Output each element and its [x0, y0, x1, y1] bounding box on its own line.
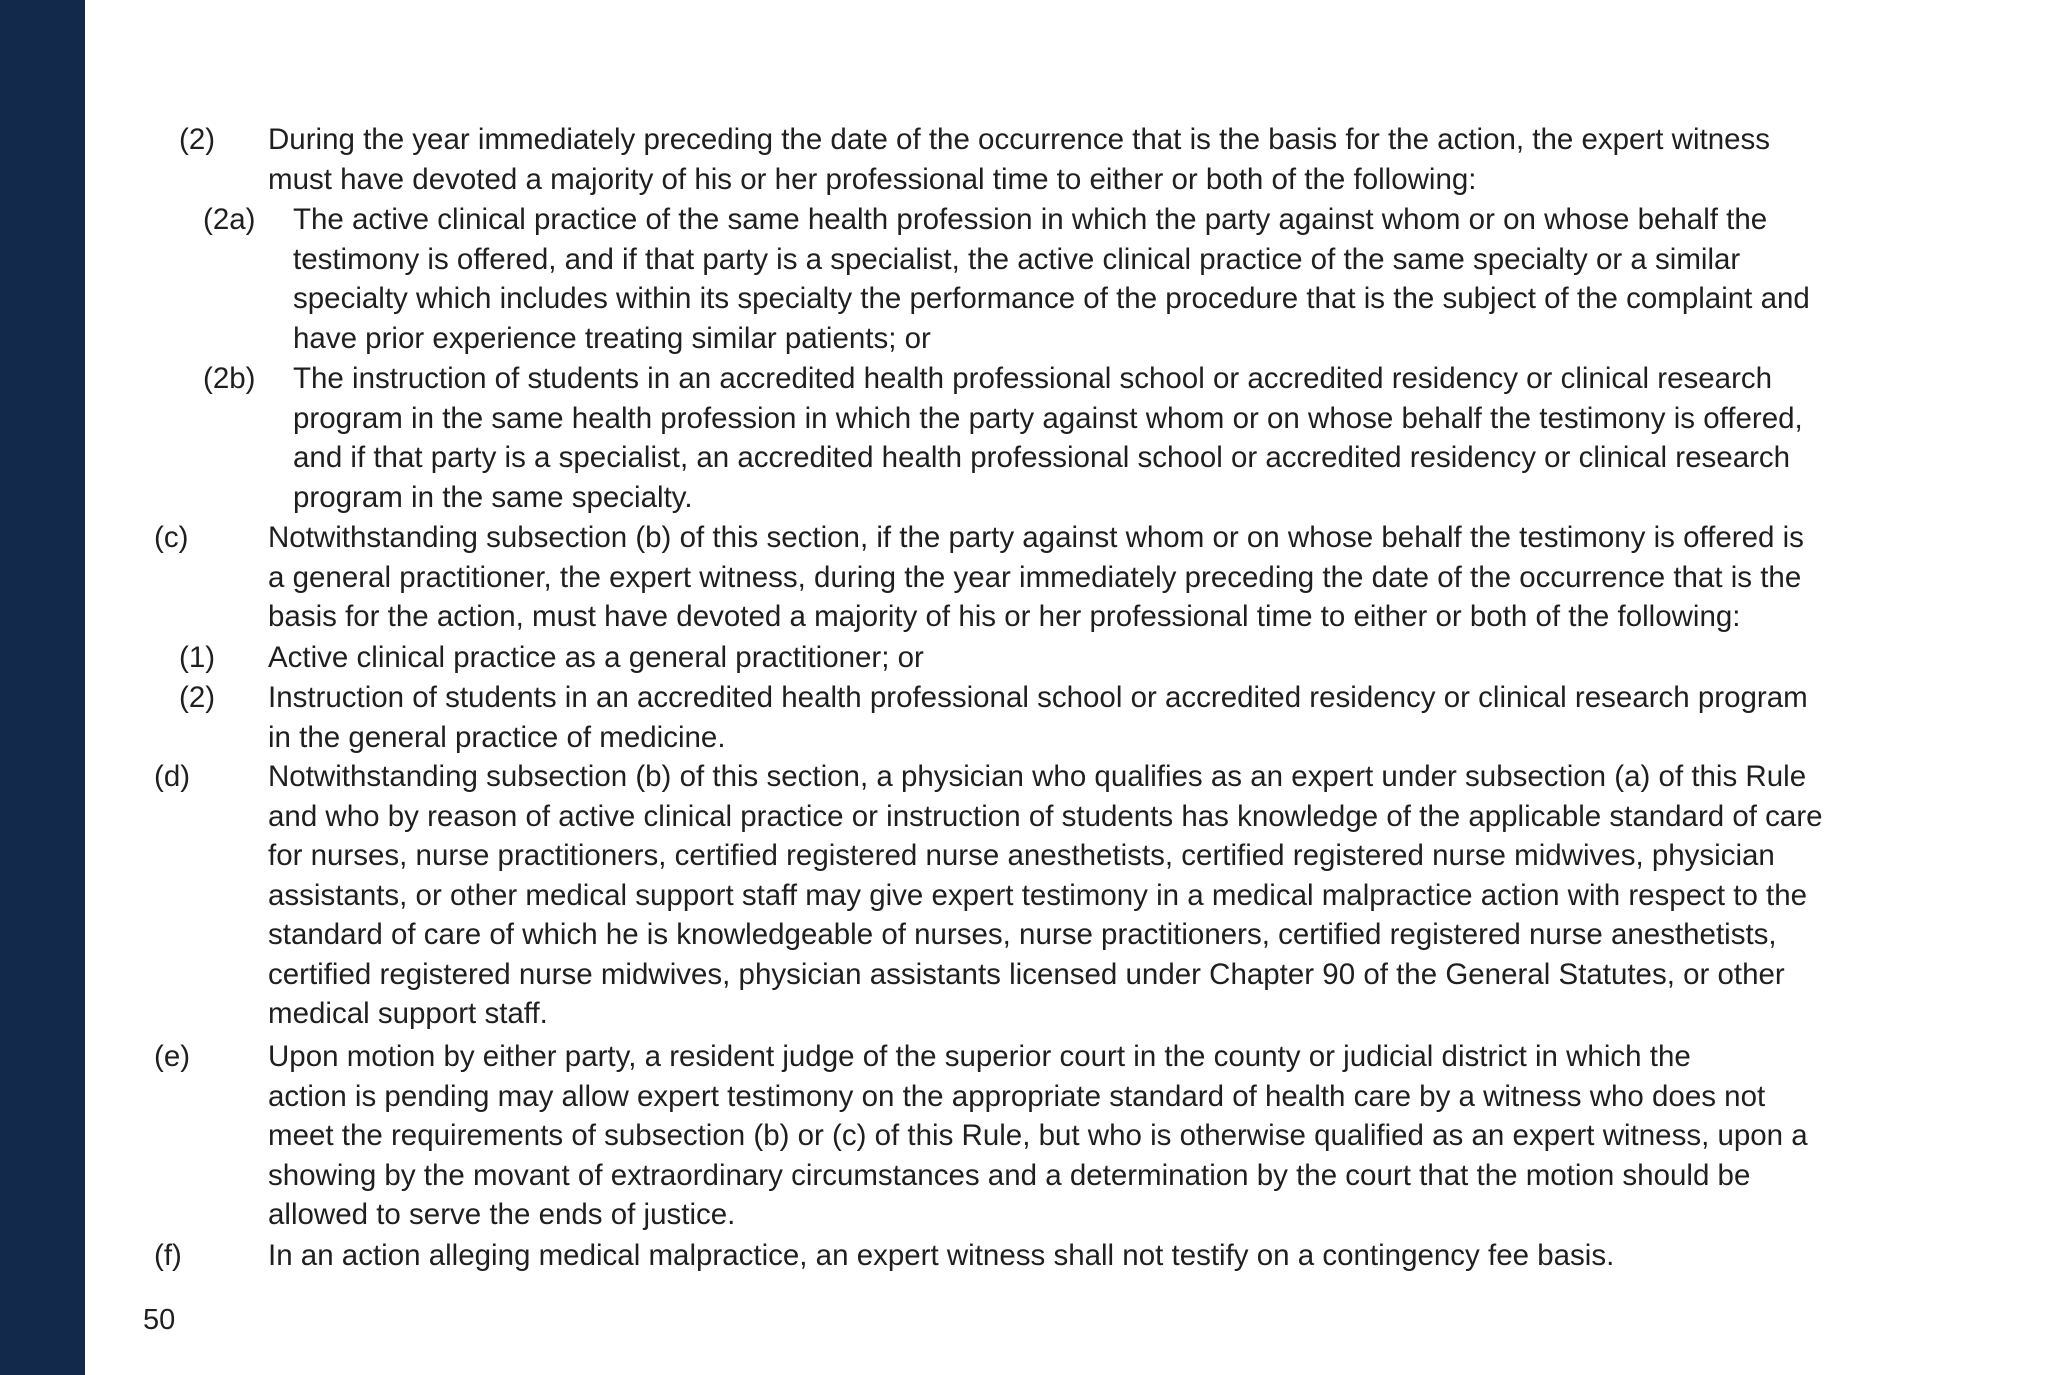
text-line: During the year immediately preceding the date of the occurrence that is the basis for the action, the expert witness [268, 123, 1771, 156]
entry-text [268, 638, 924, 678]
text-line: standard of care of which he is knowledgeable of nurses, nurse practitioners, certified registered nurse anesthetists, [268, 918, 1777, 951]
text-line: Upon motion by either party, a resident judge of the superior court in the county or judicial district in which the [268, 1040, 1691, 1073]
entry-marker: (f) [154, 1239, 182, 1272]
text-line: for nurses, nurse practitioners, certified registered nurse anesthetists, certified registered nurse midwives, physician [268, 839, 1775, 872]
text-line: Notwithstanding subsection (b) of this section, a physician who qualifies as an expert under subsection (a) of this Rule [268, 760, 1807, 793]
entry-marker: (2) [179, 681, 216, 714]
entry-marker: (2) [179, 123, 216, 156]
entry-marker: (2b) [203, 362, 256, 395]
entry-text [268, 757, 1823, 1034]
entry-text [293, 200, 1810, 358]
text-line: In an action alleging medical malpractice, an expert witness shall not testify on a contingency fee basis. [268, 1239, 1615, 1272]
text-line: The active clinical practice of the same health profession in which the party against whom or on whose behalf the [293, 203, 1768, 236]
text-line: specialty which includes within its specialty the performance of the procedure that is the subject of the complaint and [293, 282, 1810, 315]
entry-text [268, 678, 1808, 757]
text-line: action is pending may allow expert testimony on the appropriate standard of health care by a witness who does not [268, 1079, 1766, 1113]
text-line: program in the same specialty. [293, 480, 693, 514]
text-line: Notwithstanding subsection (b) of this section, if the party against whom or on whose behalf the testimony is offered is [268, 521, 1804, 554]
entry-marker: (c) [154, 521, 189, 554]
text-line: in the general practice of medicine. [268, 720, 726, 754]
text-line: testimony is offered, and if that party is a specialist, the active clinical practice of the same specialty or a similar [293, 242, 1741, 276]
entry-text [268, 1037, 1808, 1235]
entry-marker: (1) [179, 641, 216, 674]
entry-text [268, 518, 1804, 637]
text-line: a general practitioner, the expert witness, during the year immediately preceding the date of the occurrence that is the [268, 560, 1802, 594]
entry-marker: (2a) [203, 203, 256, 236]
page-number: 50 [143, 1304, 176, 1336]
text-line: and who by reason of active clinical practice or instruction of students has knowledge of the applicable standard of care [268, 799, 1823, 833]
text-line: program in the same health profession in which the party against whom or on whose behalf the testimony is offered, [293, 401, 1803, 435]
text-line: medical support staff. [268, 997, 548, 1030]
entry-text [268, 120, 1770, 199]
text-line: Instruction of students in an accredited health professional school or accredited residency or clinical research program [268, 681, 1808, 714]
text-line: Active clinical practice as a general practitioner; or [268, 641, 924, 674]
text-line: and if that party is a specialist, an accredited health professional school or accredited residency or clinical research [293, 441, 1791, 474]
text-line: showing by the movant of extraordinary circumstances and a determination by the court that the motion should be [268, 1158, 1751, 1192]
text-line: The instruction of students in an accredited health professional school or accredited residency or clinical research [293, 362, 1773, 395]
text-line: must have devoted a majority of his or her professional time to either or both of the following: [268, 162, 1477, 196]
text-line: assistants, or other medical support staff may give expert testimony in a medical malpractice action with respect to the [268, 878, 1808, 912]
text-line: certified registered nurse midwives, physician assistants licensed under Chapter 90 of the General Statutes, or other [268, 957, 1785, 991]
entry-text [293, 359, 1803, 517]
text-line: allowed to serve the ends of justice. [268, 1198, 736, 1231]
text-line: have prior experience treating similar patients; or [293, 321, 931, 355]
entry-text [268, 1236, 1614, 1276]
entry-marker: (d) [154, 760, 191, 793]
text-line: basis for the action, must have devoted a majority of his or her professional time to either or both of the following: [268, 600, 1741, 633]
text-line: meet the requirements of subsection (b) or (c) of this Rule, but who is otherwise qualified as an expert witness, upon a [268, 1119, 1808, 1152]
entry-marker: (e) [154, 1040, 191, 1073]
